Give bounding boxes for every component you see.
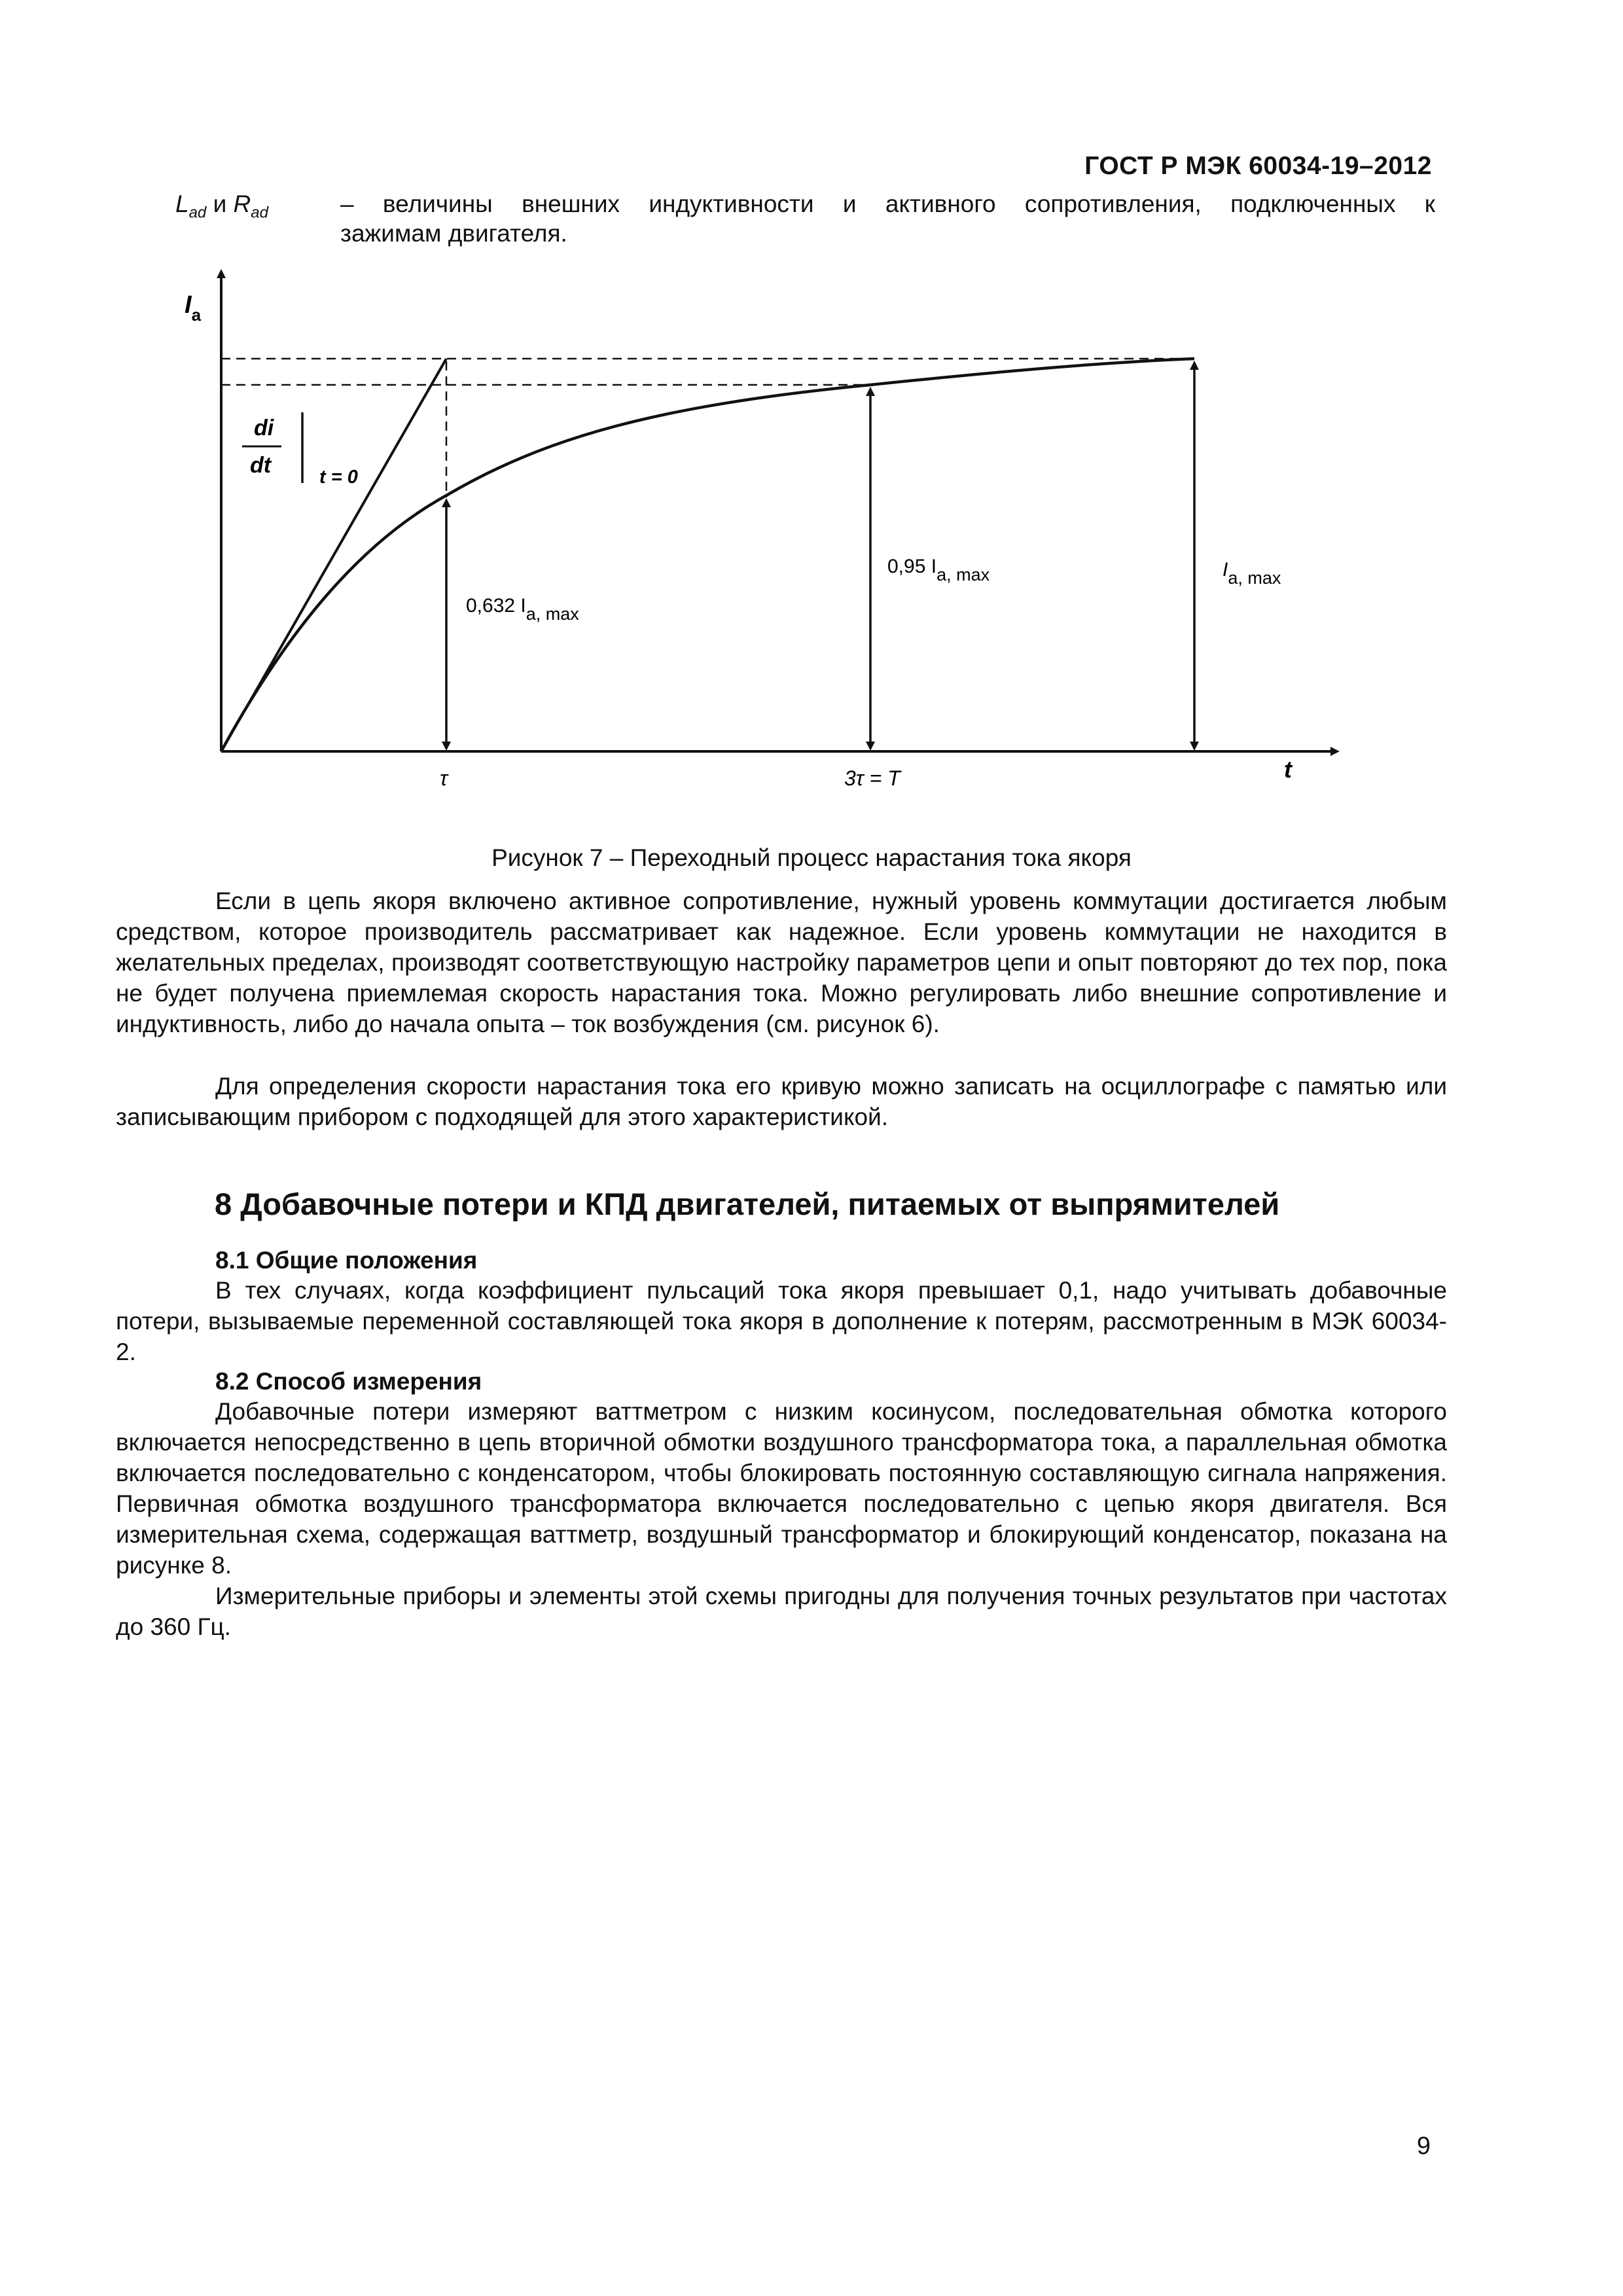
document-code: ГОСТ Р МЭК 60034-19–2012 bbox=[1084, 152, 1432, 180]
x-axis-label: t bbox=[1284, 756, 1292, 783]
label-0632: 0,632 Ia, max bbox=[466, 595, 579, 624]
definition-text-cont: зажимам двигателя. bbox=[340, 220, 567, 247]
paragraph-2: Для определения скорости нарастания тока его кривую можно записать на осциллографе с памятью или записывающим прибором с подходящей для этого характеристикой. bbox=[116, 1073, 1447, 1130]
section-8-2-text-2: Измерительные приборы и элементы этой схемы пригодны для получения точных результатов при частотах до 360 Гц. bbox=[116, 1583, 1447, 1640]
deriv-eval: t = 0 bbox=[319, 467, 358, 488]
deriv-numerator: di bbox=[254, 416, 274, 440]
section-8-2-text-1: Добавочные потери измеряют ваттметром с низким косинусом, последовательная обмотка которого включается непосредственно в цепь вторичной обмотки воздушного трансформатора тока, а параллельная обмотка включается последовательно с конденсатором, чтобы блокировать постоянную составляющую сигнала напряжения. Первичная обмотка воздушного трансформатора включается последовательно с цепью якоря двигателя. Вся измерительная схема, содержащая ваттметр, воздушный трансформатор и блокирующий конденсатор, показана на рисунке 8. bbox=[116, 1398, 1447, 1579]
term-l: $L_{ad}$ bbox=[175, 190, 207, 222]
current-curve bbox=[221, 359, 1194, 751]
section-8-1-text: В тех случаях, когда коэффициент пульсаций тока якоря превышает 0,1, надо учитывать добавочные потери, вызываемые переменной составляющей тока якоря в дополнение к потерям, рассмотренным в МЭК 60034-2. bbox=[116, 1277, 1447, 1365]
label-max: Ia, max bbox=[1222, 559, 1281, 588]
y-axis-label: $I_a$ bbox=[185, 291, 202, 325]
definition-text: – величины внешних индуктивности и активного сопротивления, подключенных к bbox=[340, 190, 1435, 217]
label-095: 0,95 Ia, max bbox=[887, 556, 990, 584]
section-8-1-heading: 8.1 Общие положения bbox=[215, 1247, 478, 1274]
tick-tau: τ bbox=[440, 766, 448, 790]
tick-3tau: 3τ = T bbox=[844, 766, 901, 790]
section-8-2-heading: 8.2 Способ измерения bbox=[215, 1368, 482, 1395]
figure-caption: Рисунок 7 – Переходный процесс нарастания тока якоря bbox=[491, 844, 1132, 871]
deriv-denominator: dt bbox=[250, 453, 272, 478]
term-r: $R_{ad}$ bbox=[233, 190, 268, 222]
page-number: 9 bbox=[1416, 2132, 1431, 2160]
section-8-heading: 8 Добавочные потери и КПД двигателей, питаемых от выпрямителей bbox=[215, 1187, 1280, 1221]
paragraph-1: Если в цепь якоря включено активное сопротивление, нужный уровень коммутации достигается любым средством, которое производитель рассматривает как надежное. Если уровень коммутации не находится в желательных пределах, производят соответствующую настройку параметров цепи и опыт повторяют до тех пор, пока не будет получена приемлемая скорость нарастания тока. Можно регулировать либо внешние сопротивление и индуктивность, либо до начала опыта – ток возбуждения (см. рисунок 6). bbox=[116, 888, 1447, 1037]
term-conj: и bbox=[213, 190, 227, 217]
transient-figure bbox=[0, 0, 1623, 818]
